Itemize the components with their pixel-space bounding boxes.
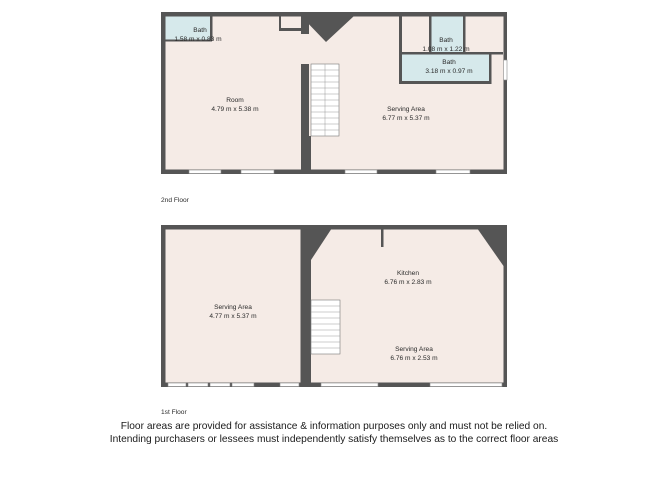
- staircase-second-floor: [311, 64, 339, 136]
- bath-wide-wall-bottom: [399, 81, 490, 84]
- second-floor-plan: [161, 12, 507, 204]
- bath-small-size: 1.08 m x 1.22 m: [422, 46, 470, 53]
- bath-wide-name: Bath: [442, 59, 456, 66]
- bath-left-name: Bath: [193, 27, 207, 34]
- first-floor-label: 1st Floor: [161, 409, 187, 416]
- serving-area-name: Serving Area: [387, 106, 425, 113]
- serving-area-size: 6.77 m x 5.37 m: [382, 115, 430, 122]
- disclaimer: [0, 420, 668, 446]
- serving-right-size: 6.76 m x 2.53 m: [390, 355, 438, 362]
- first-floor-plan: [161, 225, 507, 416]
- partition-stub: [301, 374, 311, 383]
- partition-wall-first: [301, 229, 311, 356]
- door-gap: [301, 34, 309, 64]
- stair-wall: [309, 136, 311, 170]
- bath-wide-wall-left: [399, 16, 402, 84]
- landing-wall-vertical: [279, 16, 281, 29]
- bath-left-size: 1.58 m x 0.83 m: [174, 36, 222, 43]
- bath-small-name: Bath: [439, 37, 453, 44]
- room-name: Room: [226, 97, 244, 104]
- disclaimer-line-2: Intending purchasers or lessees must independently satisfy themselves as to the correct floor areas: [109, 434, 559, 445]
- landing-wall: [279, 28, 301, 31]
- kitchen-wall-stub: [381, 229, 384, 247]
- kitchen-name: Kitchen: [397, 270, 419, 277]
- kitchen-size: 6.76 m x 2.83 m: [384, 279, 432, 286]
- second-floor-label: 2nd Floor: [161, 197, 189, 204]
- serving-left-name: Serving Area: [214, 304, 252, 311]
- bath-wide-wall-right: [489, 54, 492, 84]
- serving-left-size: 4.77 m x 5.37 m: [209, 313, 257, 320]
- serving-right-name: Serving Area: [395, 346, 433, 353]
- staircase-first-floor: [311, 300, 340, 354]
- disclaimer-line-1: Floor areas are provided for assistance & information purposes only and must not be relied on.: [120, 421, 548, 432]
- windows-first-floor: [168, 383, 502, 387]
- bath-wide-size: 3.18 m x 0.97 m: [425, 68, 473, 75]
- room-size: 4.79 m x 5.38 m: [211, 106, 259, 113]
